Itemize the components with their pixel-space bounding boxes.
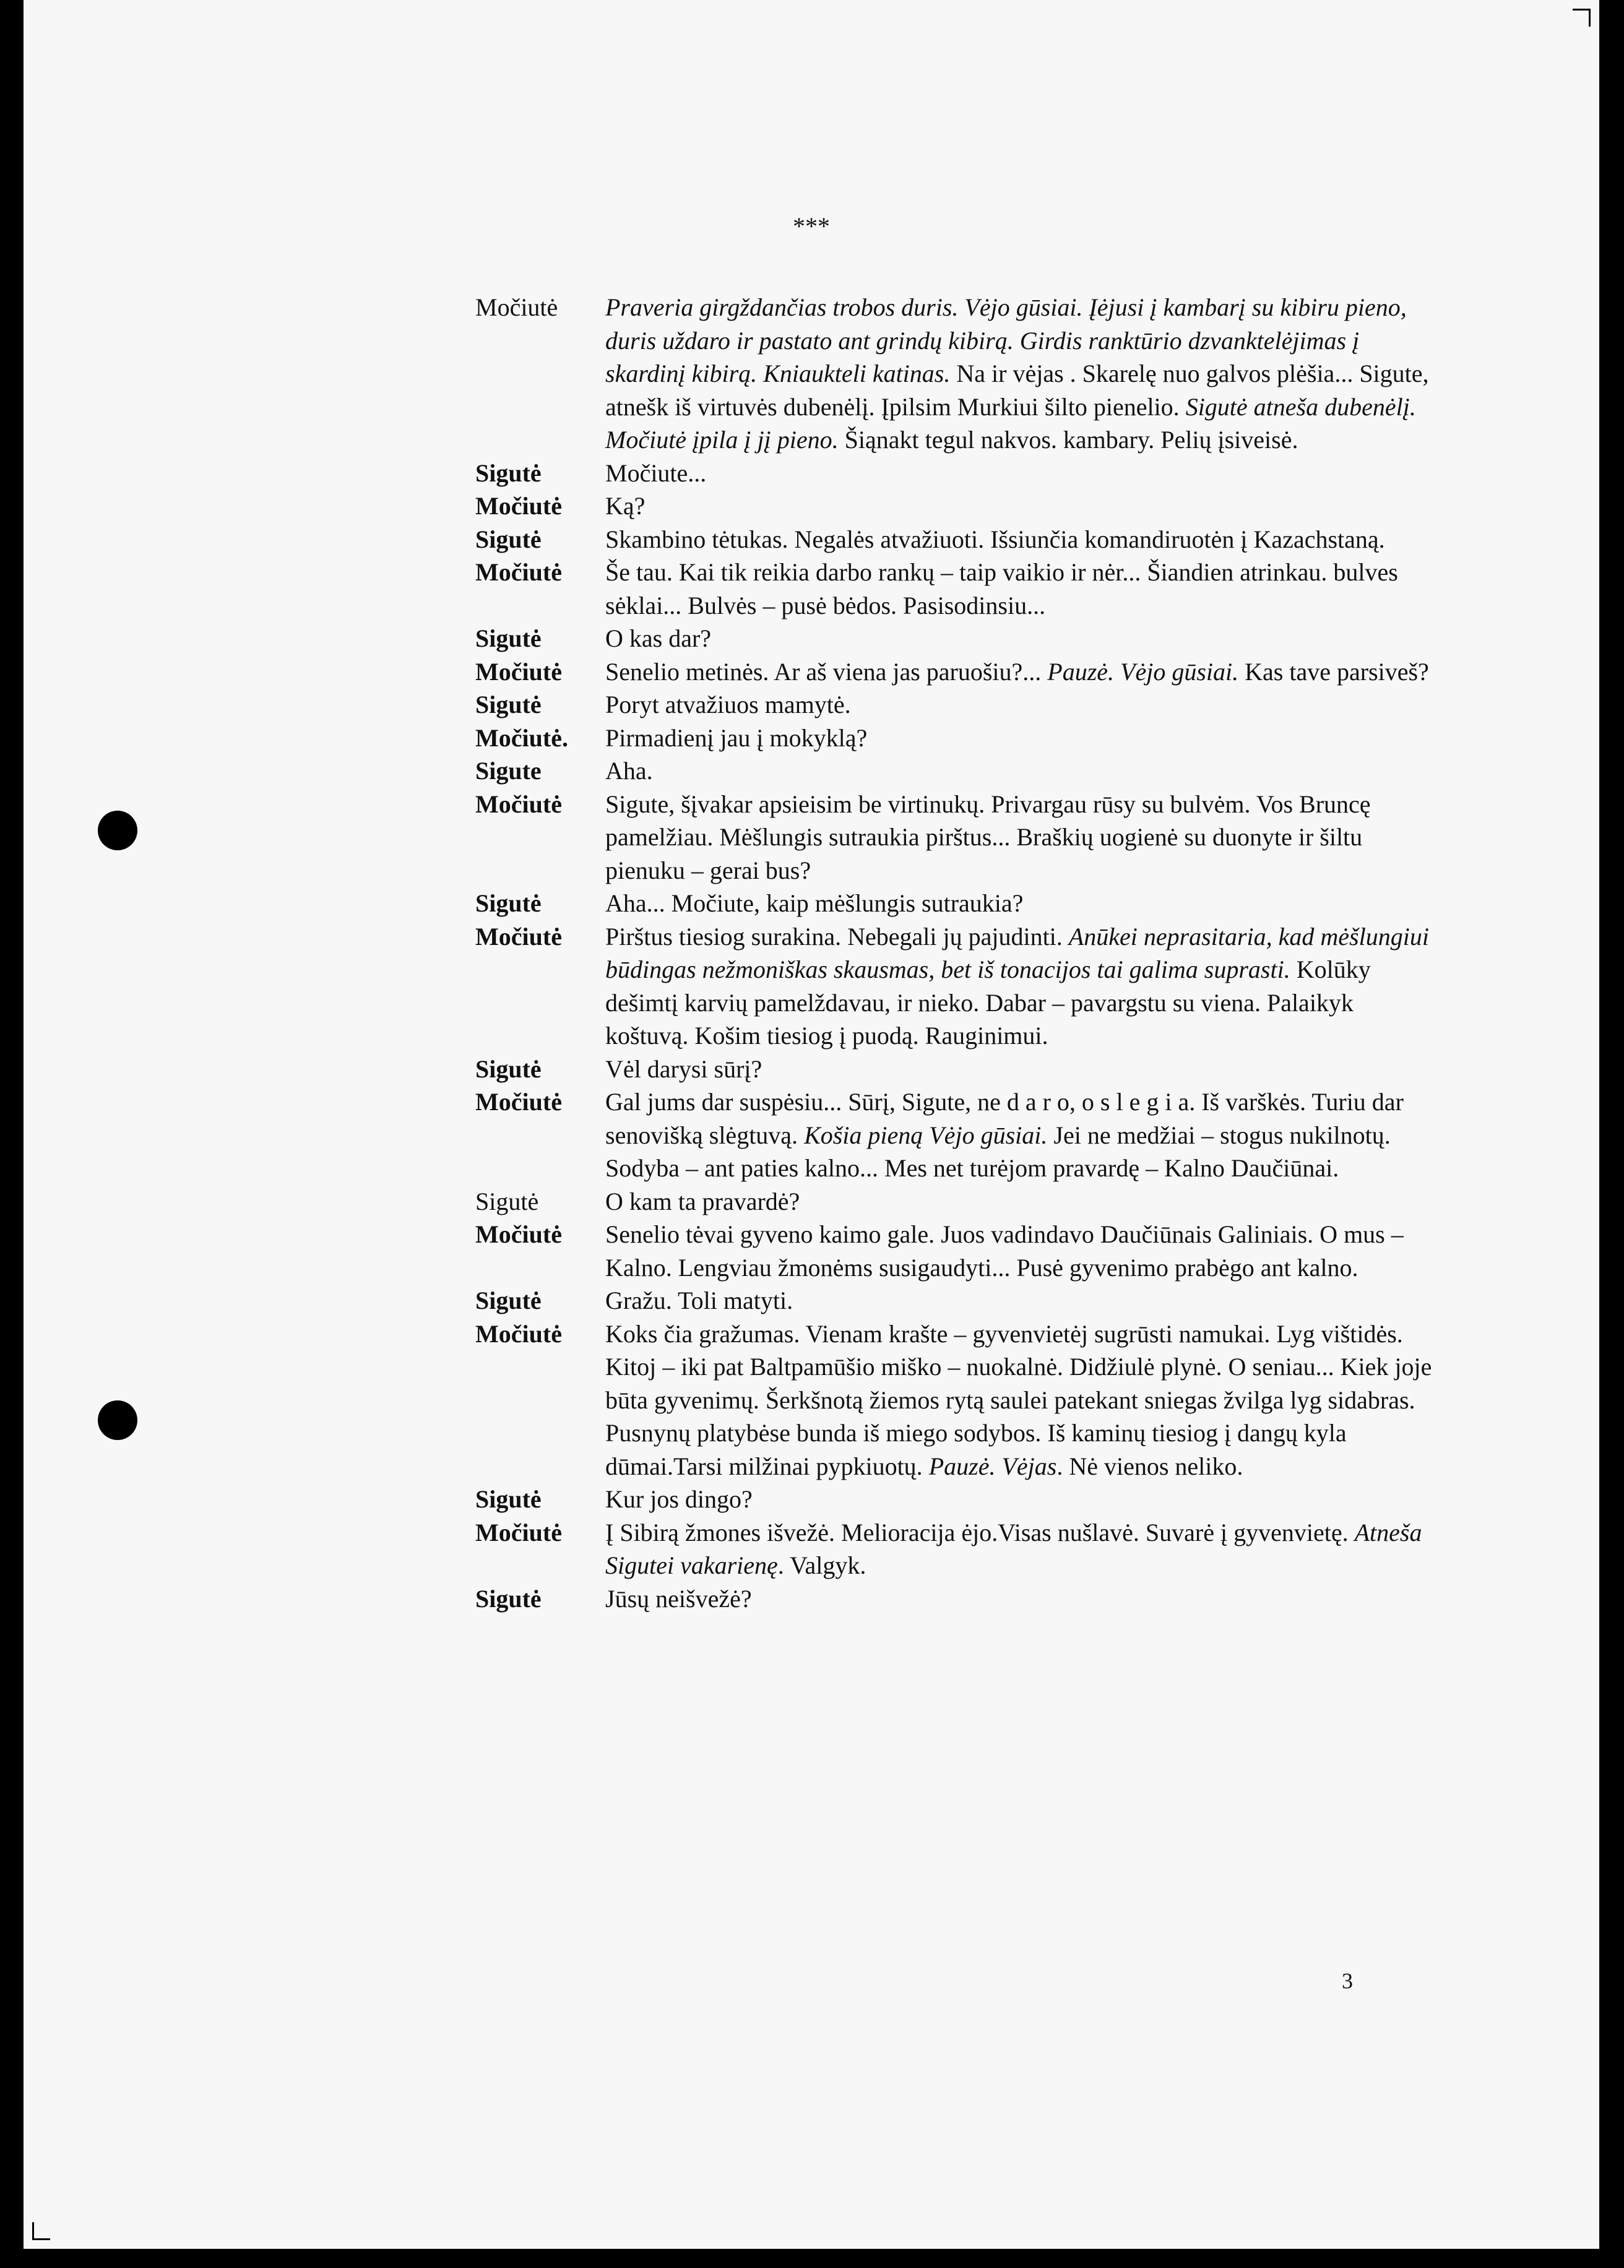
speech-text <box>605 754 1441 788</box>
dialogue-line <box>451 457 1441 490</box>
speech-fragment: Ką? <box>605 492 646 520</box>
speaker-name: Sigutė <box>475 1054 542 1083</box>
speech-fragment: . Valgyk. <box>777 1551 866 1579</box>
punch-hole <box>98 811 137 850</box>
speech-fragment: Poryt atvažiuos mamytė. <box>605 691 851 718</box>
speech-fragment: Jei ne medžiai – stogus nukilnotų. Sodyba – ant paties kalno... Mes net turėjom pravardę – Kalno Daučiūnai. <box>605 1121 1391 1182</box>
speaker-name: Sigutė <box>475 1485 542 1513</box>
dialogue-line <box>451 920 1441 1053</box>
dialogue-line <box>451 788 1441 887</box>
dialogue-line <box>451 1085 1441 1185</box>
speech-fragment: Gal jums dar suspėsiu... Sūrį, Sigute, ne d a r o, o s l e g i a. Iš varškės. Turiu dar senovišką slėgtuvą. <box>605 1088 1404 1149</box>
dialogue-line <box>451 1317 1441 1483</box>
speech-text <box>605 1516 1441 1582</box>
page-number: 3 <box>1342 1968 1353 1993</box>
document-page <box>24 0 1599 2249</box>
scan-corner-mark <box>1573 9 1591 27</box>
speech-fragment: Koks čia gražumas. Vienam krašte – gyvenvietėj sugrūsti namukai. Lyg vištidės. Kitoj – iki pat Baltpamūšio miško – nuokalnė. Didžiulė plynė. O seniau... Kiek joje būta gyvenimų. Šerkšnotą žiemos rytą saulei patekant sniegas žvilga lyg sidabras. Pusnynų platybėse bunda iš miego sodybos. Iš kaminų tiesiog į dangų kyla dūmai.Tarsi milžinai pypkiuotų. <box>605 1319 1432 1480</box>
section-ornament: *** <box>793 212 830 240</box>
speaker-name: Močiutė <box>475 1319 562 1348</box>
dialogue-line <box>451 688 1441 722</box>
dialogue-line <box>451 655 1441 689</box>
speech-text <box>605 457 1441 490</box>
speech-text <box>605 556 1441 622</box>
speaker-name: Močiutė <box>475 558 562 586</box>
stage-direction: Košia pieną Vėjo gūsiai. <box>804 1121 1048 1149</box>
dialogue-line <box>451 556 1441 622</box>
stage-direction: Praveria girgždančias trobos duris. Vėjo gūsiai. Įėjusi į kambarį su kibiru pieno, duris uždaro ir pastato ant grindų kibirą. Girdis ranktūrio dzvanktelėjimas į skardinį kibirą. Kniaukteli katinas. <box>605 293 1407 387</box>
speaker-name: Močiutė <box>475 492 562 520</box>
speech-text <box>605 291 1441 457</box>
speech-text <box>605 1582 1441 1616</box>
dialogue-line <box>451 1218 1441 1284</box>
dialogue-line <box>451 1516 1441 1582</box>
speech-fragment: Kas tave parsiveš? <box>1238 657 1429 686</box>
speaker-name: Sigutė <box>475 691 542 718</box>
speaker-name: Močiutė <box>475 790 562 818</box>
speech-fragment: Skambino tėtukas. Negalės atvažiuoti. Išsiunčia komandiruotėn į Kazachstaną. <box>605 525 1385 553</box>
dialogue-line <box>451 622 1441 655</box>
speech-text <box>605 622 1441 655</box>
speech-text <box>605 655 1441 689</box>
speech-text <box>605 688 1441 722</box>
speech-text <box>605 1185 1441 1218</box>
dialogue-line <box>451 1483 1441 1516</box>
speech-text <box>605 1317 1441 1483</box>
dialogue-line <box>451 291 1441 457</box>
speech-fragment: Senelio metinės. Ar aš viena jas paruošiu?... <box>605 657 1048 686</box>
stage-direction: Sigutė atneša dubenėlį. Močiutė įpila į jį pieno. <box>605 392 1416 454</box>
speech-fragment: Gražu. Toli matyti. <box>605 1287 793 1314</box>
speech-fragment: O kam ta pravardė? <box>605 1187 800 1215</box>
dialogue-line <box>451 489 1441 523</box>
speech-text <box>605 1218 1441 1284</box>
speech-fragment: . Nė vienos neliko. <box>1056 1452 1243 1480</box>
speaker-name: Sigutė <box>475 1584 542 1613</box>
speech-fragment: Vėl darysi sūrį? <box>605 1054 762 1083</box>
speech-text <box>605 887 1441 920</box>
stage-direction: Atneša Sigutei vakarienę <box>605 1518 1422 1579</box>
speech-fragment: Na ir vėjas . Skarelę nuo galvos plėšia... Sigute, atnešk iš virtuvės dubenėlį. Įpilsim Murkiui šilto pienelio. <box>605 360 1429 421</box>
script-dialogue <box>451 291 1441 1615</box>
speech-fragment: Aha... Močiute, kaip mėšlungis sutraukia? <box>605 889 1024 917</box>
speaker-name: Močiutė <box>475 293 558 321</box>
scan-corner-mark <box>32 2222 50 2240</box>
speaker-name: Sigutė <box>475 889 542 917</box>
speech-fragment: Še tau. Kai tik reikia darbo rankų – taip vaikio ir nėr... Šiandien atrinkau. bulves sėklai... Bulvės – pusė bėdos. Pasisodinsiu... <box>605 558 1398 619</box>
stage-direction: Pauzė. Vėjo gūsiai. <box>1047 657 1239 686</box>
speaker-name: Močiutė <box>475 1220 562 1248</box>
dialogue-line <box>451 1582 1441 1616</box>
speech-fragment: Šiąnakt tegul nakvos. kambary. Pelių įsiveisė. <box>838 426 1298 454</box>
dialogue-line <box>451 887 1441 920</box>
speech-text <box>605 788 1441 887</box>
speech-text <box>605 489 1441 523</box>
speech-text <box>605 722 1441 755</box>
dialogue-line <box>451 722 1441 755</box>
speaker-name: Močiutė. <box>475 723 568 752</box>
speaker-name: Sigutė <box>475 624 542 652</box>
speaker-name: Močiutė <box>475 1088 562 1116</box>
dialogue-line <box>451 754 1441 788</box>
speaker-name: Sigutė <box>475 525 542 553</box>
dialogue-line <box>451 1185 1441 1218</box>
speaker-name: Sigutė <box>475 1287 542 1314</box>
stage-direction: Pauzė. Vėjas <box>928 1452 1057 1480</box>
speech-fragment: Jūsų neišvežė? <box>605 1584 752 1613</box>
speaker-name: Sigutė <box>475 459 542 487</box>
dialogue-line <box>451 1053 1441 1086</box>
speech-fragment: O kas dar? <box>605 624 712 652</box>
speech-fragment: Pirštus tiesiog surakina. Nebegali jų pajudinti. <box>605 922 1069 951</box>
speech-text <box>605 1085 1441 1185</box>
dialogue-line <box>451 1284 1441 1317</box>
speaker-name: Močiutė <box>475 1518 562 1546</box>
speaker-name: Močiutė <box>475 657 562 686</box>
speech-fragment: Močiute... <box>605 459 707 487</box>
speech-text <box>605 920 1441 1053</box>
speech-fragment: Kur jos dingo? <box>605 1485 753 1513</box>
stage-direction: Anūkei neprasitaria, kad mėšlungiui būdingas nežmoniškas skausmas, bet iš tonacijos tai galima suprasti. <box>605 922 1429 983</box>
speech-text <box>605 523 1441 556</box>
speech-fragment: Sigute, šįvakar apsieisim be virtinukų. Privargau rūsy su bulvėm. Vos Bruncę pamelžiau. Mėšlungis sutraukia pirštus... Braškių uogienė su duonyte ir šiltu pienuku – gerai bus? <box>605 790 1371 884</box>
speech-fragment: Pirmadienį jau į mokyklą? <box>605 723 868 752</box>
speech-fragment: Senelio tėvai gyveno kaimo gale. Juos vadindavo Daučiūnais Galiniais. O mus – Kalno. Lengviau žmonėms susigaudyti... Pusė gyvenimo prabėgo ant kalno. <box>605 1220 1404 1282</box>
speaker-name: Sigute <box>475 757 542 785</box>
speech-fragment: Į Sibirą žmones išvežė. Melioracija ėjo.Visas nušlavė. Suvarė į gyvenvietę. <box>605 1518 1355 1546</box>
speech-text <box>605 1483 1441 1516</box>
speech-text <box>605 1053 1441 1086</box>
speaker-name: Močiutė <box>475 922 562 951</box>
speech-fragment: Kolūky dešimtį karvių pamelždavau, ir nieko. Dabar – pavargstu su viena. Palaikyk koštuvą. Košim tiesiog į puodą. Rauginimui. <box>605 955 1371 1050</box>
dialogue-line <box>451 523 1441 556</box>
speech-text <box>605 1284 1441 1317</box>
speech-fragment: Aha. <box>605 757 653 785</box>
speaker-name: Sigutė <box>475 1187 539 1215</box>
punch-hole <box>98 1400 137 1440</box>
